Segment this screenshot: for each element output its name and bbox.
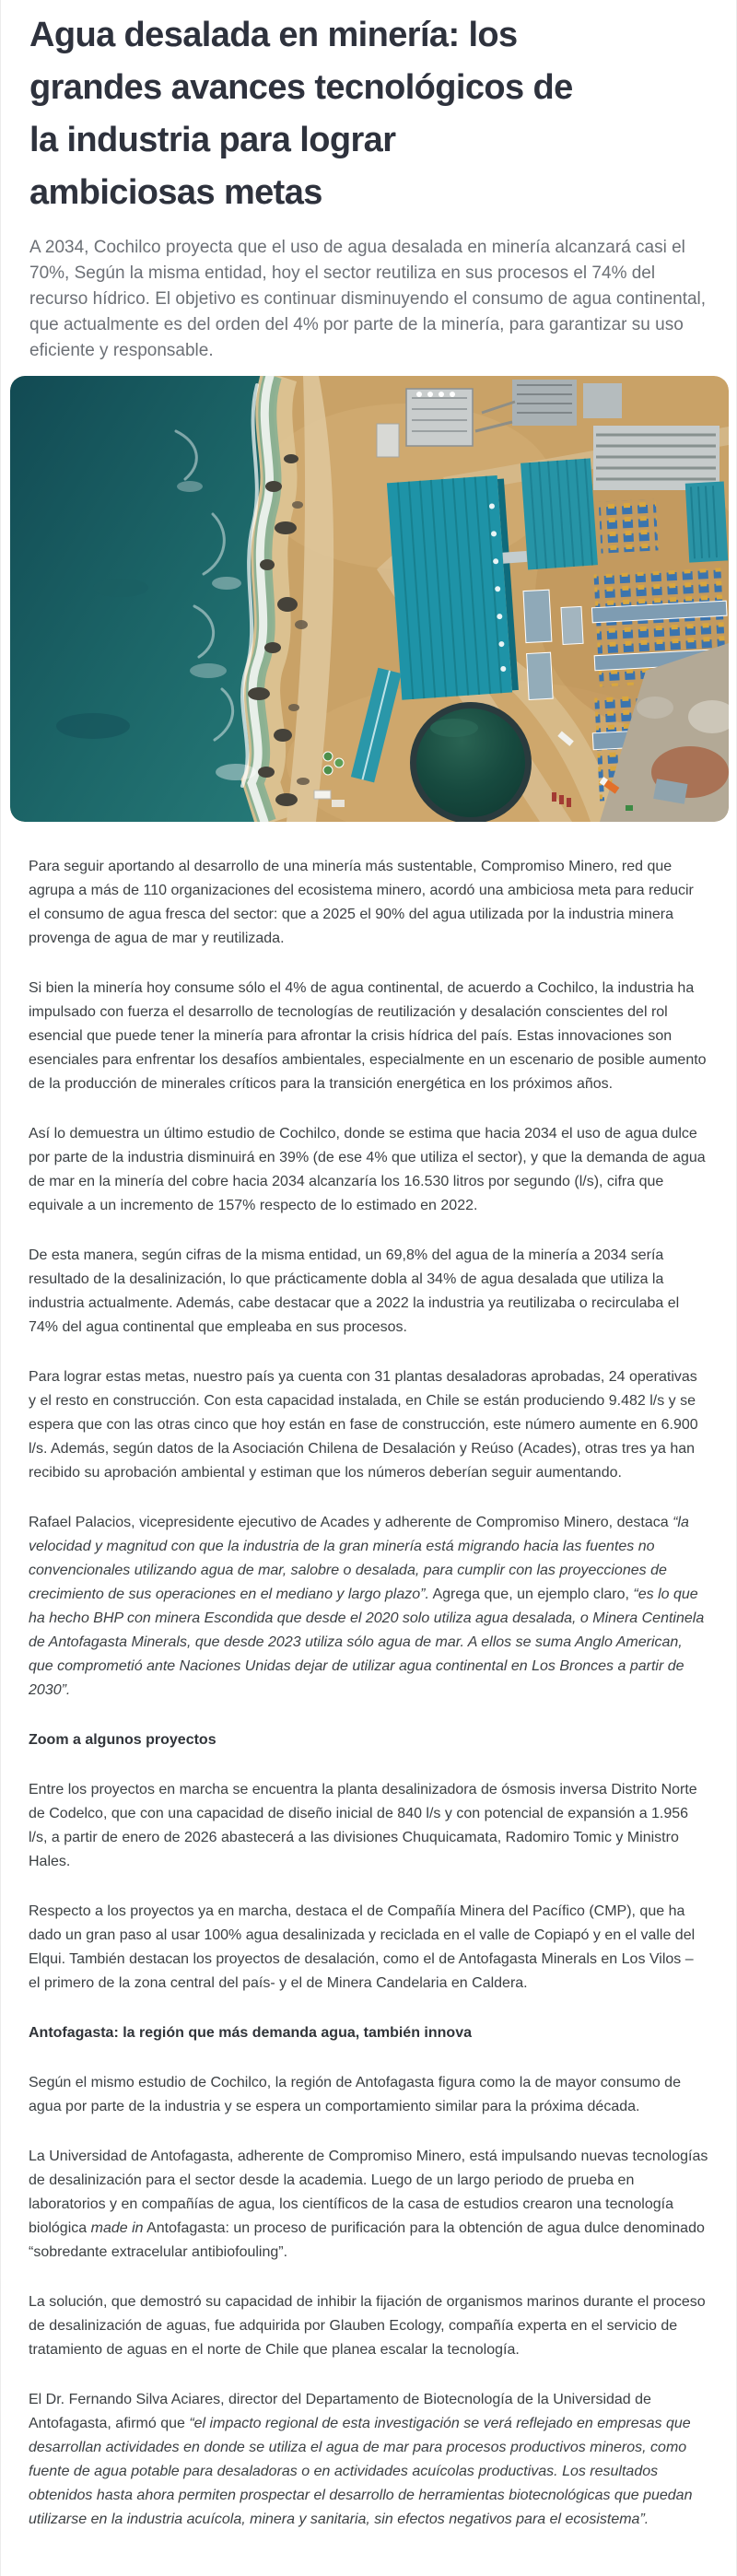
- thickener-pond: [410, 702, 532, 822]
- body-paragraph: [29, 1122, 708, 1218]
- body-text: Antofagasta: la región que más demanda agua, también innova: [29, 2025, 472, 2041]
- lead-paragraph: A 2034, Cochilco proyecta que el uso de agua desalada en minería alcanzará casi el 70%, Según la misma entidad, hoy el sector reutiliza en sus procesos el 74% del recurso hídrico. El objetivo es continuar disminuyendo el consumo de agua continental, que actualmente es del orden del 4% por parte de la minería, para garantizar su uso eficiente y responsable.: [29, 238, 707, 360]
- body-text: Así lo demuestra un último estudio de Cochilco, donde se estima que hacia 2034 el uso de agua dulce por parte de la industria disminuirá en 39% (de ese 4% que utiliza el sector), y que la demanda de agua de mar en la minería del cobre hacia 2034 alcanzaría los 16.530 litros por segundo (l/s), cifra que equivale a un incremento de 157% respecto de lo estimado en 2022.: [29, 1126, 706, 1213]
- body-text: Según el mismo estudio de Cochilco, la región de Antofagasta figura como la de mayor consumo de agua por parte de la industria y se espera un comportamiento similar para la próxima década.: [29, 2075, 681, 2114]
- title-line: Agua desalada en minería: los: [29, 16, 518, 54]
- quote-text: “es lo que ha hecho BHP con minera Escondida que desde el 2020 solo utiliza agua desalada, o Minera Centinela de Antofagasta Minerals, que desde 2023 utiliza sólo agua de mar. A ellos se suma Anglo American, que comprometió ante Naciones Unidas dejar de utilizar agua continental en Los Bronces a partir de 2030”.: [29, 1587, 705, 1698]
- body-paragraph: [29, 2290, 708, 2362]
- body-paragraph: [29, 1778, 708, 1874]
- quote-text: made in: [90, 2220, 144, 2236]
- title-line: la industria para lograr: [29, 121, 396, 159]
- section-heading: [29, 2021, 708, 2045]
- body-paragraph: [29, 1365, 708, 1485]
- body-text: Si bien la minería hoy consume sólo el 4% de agua continental, de acuerdo a Cochilco, la industria ha impulsado con fuerza el desarrollo de tecnologías de reutilización y desalación conscientes del rol esencial que puede tener la minería para afrontar la crisis hídrica del país. Estas innovaciones son esenciales para enfrentar los desafíos ambientales, especialmente en un escenario de posible aumento de la producción de minerales críticos para la transición energética en los próximos años.: [29, 980, 707, 1092]
- body-text: La solución, que demostró su capacidad de inhibir la fijación de organismos marinos durante el proceso de desalinización de aguas, fue adquirida por Glauben Ecology, compañía experta en el servicio de tratamiento de aguas en el norte de Chile que planea escalar la tecnología.: [29, 2294, 706, 2358]
- hero-image: [10, 376, 727, 822]
- body-text: El Dr. Fernando Silva Aciares, director del Departamento de Biotecnología de la Universidad de Antofagasta, afirmó que: [29, 2392, 651, 2431]
- body-paragraph: [29, 2071, 708, 2119]
- body-paragraph: [29, 1511, 708, 1703]
- body-text: Antofagasta: un proceso de purificación para la obtención de agua dulce denominado “sobredante extracelular antibiofouling”.: [29, 2220, 705, 2260]
- ocean: [10, 376, 310, 822]
- title-line: ambiciosas metas: [29, 173, 322, 212]
- body-text: Para seguir aportando al desarrollo de una minería más sustentable, Compromiso Minero, red que agrupa a más de 110 organizaciones del ecosistema minero, acordó una ambiciosa meta para reducir el consumo de agua fresca del sector: que a 2025 el 90% del agua utilizada por la industria minera provenga de agua de mar y reutilizada.: [29, 859, 694, 946]
- article-body: [29, 855, 708, 2576]
- title-line: grandes avances tecnológicos de: [29, 68, 573, 107]
- quote-text: “el impacto regional de esta investigación se verá reflejado en empresas que desarrollan actividades en donde se utiliza el agua de mar para procesos productivos mineros, como fuente de agua potable para desaladoras o en actividades acuícolas productivas. Los resultados obtenidos hasta ahora permiten prospectar el desarrollo de herramientas biotecnológicas que puedan utilizarse en la industria acuícola, minera y sanitaria, sin efectos negativos para el ecosistema”.: [29, 2416, 693, 2527]
- body-text: De esta manera, según cifras de la misma entidad, un 69,8% del agua de la minería a 2034 sería resultado de la desalinización, lo que prácticamente dobla al 34% de agua desalada que utiliza la industria actualmente. Además, cabe destacar que a 2022 la industria ya reutilizaba o recirculaba el 74% del agua continental que empleaba en sus procesos.: [29, 1247, 680, 1335]
- body-paragraph: [29, 1900, 708, 1996]
- page-title: [29, 9, 708, 219]
- body-paragraph: [29, 1244, 708, 1340]
- body-text: Rafael Palacios, vicepresidente ejecutivo de Acades y adherente de Compromiso Minero, destaca: [29, 1515, 673, 1530]
- body-text: Zoom a algunos proyectos: [29, 1732, 216, 1748]
- quote-text: “la velocidad y magnitud con que la industria de la gran minería está migrando hacia las fuentes no convencionales utilizando agua de mar, salobre o desalada, para cumplir con las proyecciones de crecimiento de sus operaciones en el mediano y largo plazo”.: [29, 1515, 689, 1602]
- body-text: Agrega que, un ejemplo claro,: [428, 1587, 634, 1602]
- body-text: La Universidad de Antofagasta, adherente de Compromiso Minero, está impulsando nuevas tecnologías de desalinización para el sector desde la academia. Luego de un largo periodo de prueba en laboratorios y en compañías de agua, los científicos de la casa de estudios crearon una tecnología biológica: [29, 2149, 708, 2236]
- body-paragraph: [29, 2145, 708, 2265]
- body-text: Entre los proyectos en marcha se encuentra la planta desalinizadora de ósmosis inversa Distrito Norte de Codelco, que con una capacidad de diseño inicial de 840 l/s y con potencial de expansión a 1.956 l/s, a partir de enero de 2026 abastecerá a las divisiones Chuquicamata, Radomiro Tomic y Ministro Hales.: [29, 1782, 697, 1869]
- body-text: Para lograr estas metas, nuestro país ya cuenta con 31 plantas desaladoras aprobadas, 24 operativas y el resto en construcción. Con esta capacidad instalada, en Chile se están produciendo 9.482 l/s y se espera que con las otras cinco que hoy están en fase de construcción, este número aumente en 6.900 l/s. Además, según datos de la Asociación Chilena de Desalación y Reúso (Acades), otras tres ya han recibido su aprobación ambiental y estiman que los números deberían seguir aumentando.: [29, 1369, 698, 1481]
- aerial-photo-svg: [10, 376, 729, 822]
- section-heading: [29, 1728, 708, 1752]
- body-paragraph: [29, 977, 708, 1096]
- body-text: Respecto a los proyectos ya en marcha, destaca el de Compañía Minera del Pacífico (CMP), que ha dado un gran paso al usar 100% agua desalinizada y reciclada en el valle de Copiapó y en el valle del Elqui. También destacan los proyectos de desalación, como el de Antofagasta Minerals en Los Vilos – el primero de la zona central del país- y el de Minera Candelaria en Caldera.: [29, 1903, 696, 1991]
- body-paragraph: [29, 2388, 708, 2532]
- body-paragraph: [29, 855, 708, 951]
